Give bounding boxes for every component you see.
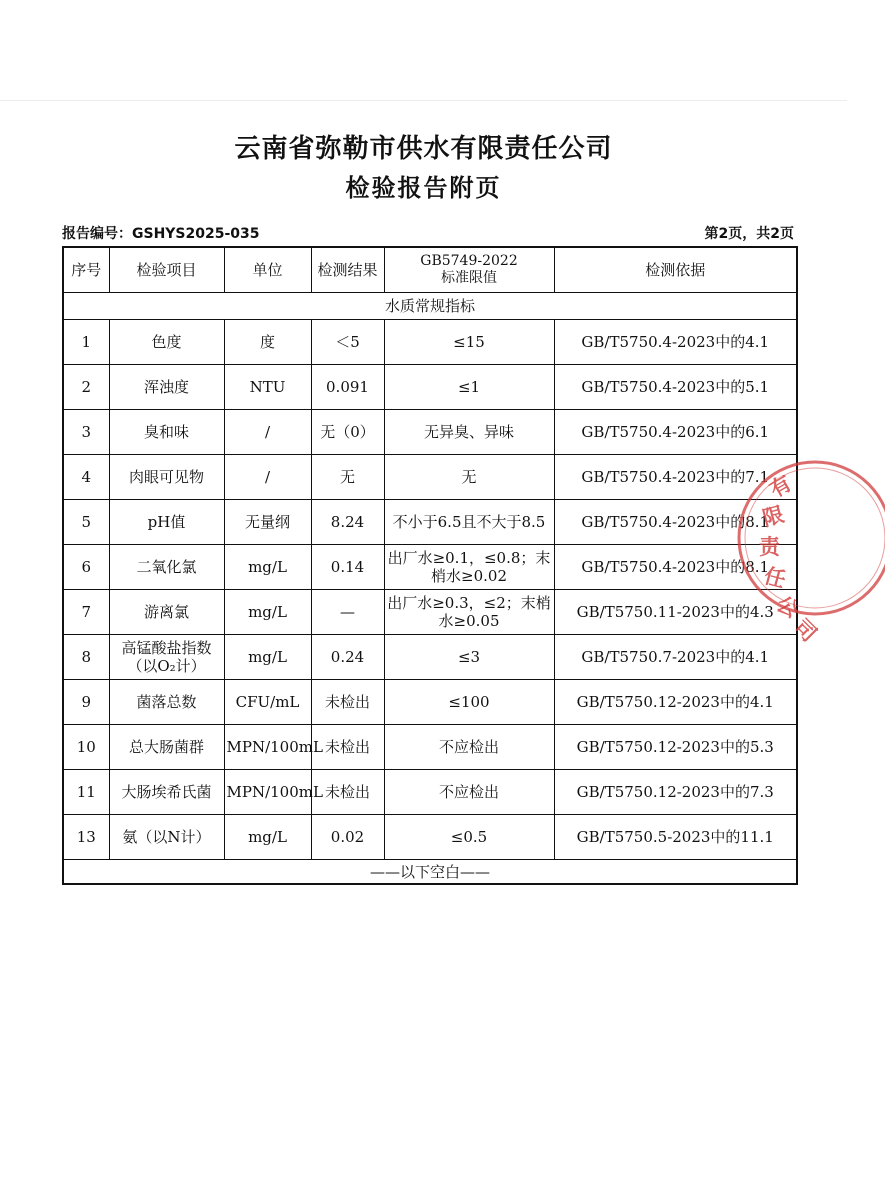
cell-basis: GB/T5750.12-2023中的7.3 [554,770,797,815]
cell-basis: GB/T5750.11-2023中的4.3 [554,590,797,635]
cell-result: 无 [311,455,384,500]
cell-item: 色度 [109,320,224,365]
header-seq: 序号 [63,247,109,293]
header-row [63,247,797,293]
blank-below-note: ——以下空白—— [63,860,797,885]
cell-unit: MPN/100mL [224,770,311,815]
header-result: 检测结果 [311,247,384,293]
cell-result: 无（0） [311,410,384,455]
cell-limit: 无 [384,455,554,500]
cell-no: 11 [63,770,109,815]
scan-edge-line [0,100,847,101]
cell-basis: GB/T5750.4-2023中的7.1 [554,455,797,500]
cell-limit: ≤100 [384,680,554,725]
table-row [63,725,797,770]
cell-unit: 度 [224,320,311,365]
svg-text:司: 司 [789,614,822,647]
cell-basis: GB/T5750.4-2023中的4.1 [554,320,797,365]
section-title: 水质常规指标 [63,293,797,320]
cell-item: 肉眼可见物 [109,455,224,500]
footer-row [63,860,797,885]
cell-unit: / [224,455,311,500]
cell-limit: ≤15 [384,320,554,365]
inspection-table [62,246,798,885]
table-row [63,500,797,545]
report-number [62,223,260,243]
cell-basis: GB/T5750.12-2023中的5.3 [554,725,797,770]
cell-result: 未检出 [311,725,384,770]
cell-result: 0.091 [311,365,384,410]
svg-text:公: 公 [772,591,803,623]
table-row [63,590,797,635]
cell-result: 0.24 [311,635,384,680]
cell-basis: GB/T5750.4-2023中的8.1 [554,545,797,590]
svg-text:限: 限 [760,502,787,531]
cell-item: 大肠埃希氏菌 [109,770,224,815]
table-row [63,545,797,590]
cell-item: 高锰酸盐指数（以O₂计） [109,635,224,680]
header-basis: 检测依据 [554,247,797,293]
cell-result: 未检出 [311,770,384,815]
cell-item: pH值 [109,500,224,545]
cell-basis: GB/T5750.5-2023中的11.1 [554,815,797,860]
cell-no: 13 [63,815,109,860]
cell-limit: 不应检出 [384,770,554,815]
cell-item: 菌落总数 [109,680,224,725]
header-item: 检验项目 [109,247,224,293]
cell-result: 8.24 [311,500,384,545]
cell-no: 5 [63,500,109,545]
cell-no: 2 [63,365,109,410]
cell-unit: mg/L [224,545,311,590]
cell-unit: NTU [224,365,311,410]
cell-no: 7 [63,590,109,635]
table-row [63,365,797,410]
cell-unit: mg/L [224,635,311,680]
cell-item: 臭和味 [109,410,224,455]
cell-basis: GB/T5750.12-2023中的4.1 [554,680,797,725]
table-row [63,680,797,725]
cell-result: 0.02 [311,815,384,860]
cell-limit: ≤3 [384,635,554,680]
company-title: 云南省弥勒市供水有限责任公司 [234,134,613,164]
cell-item: 游离氯 [109,590,224,635]
cell-unit: / [224,410,311,455]
cell-unit: mg/L [224,815,311,860]
cell-basis: GB/T5750.4-2023中的6.1 [554,410,797,455]
table-row [63,815,797,860]
table-row [63,320,797,365]
table-row [63,635,797,680]
cell-unit: 无量纲 [224,500,311,545]
cell-no: 6 [63,545,109,590]
cell-limit: 不应检出 [384,725,554,770]
cell-item: 总大肠菌群 [109,725,224,770]
header-limit-standard: GB5749-2022 [420,253,518,269]
cell-basis: GB/T5750.7-2023中的4.1 [554,635,797,680]
cell-basis: GB/T5750.4-2023中的5.1 [554,365,797,410]
report-number-label: 报告编号： [62,226,132,242]
cell-no: 1 [63,320,109,365]
cell-result: 0.14 [311,545,384,590]
svg-text:责: 责 [759,535,780,559]
table-row [63,455,797,500]
cell-item: 二氧化氯 [109,545,224,590]
cell-limit: 不小于6.5且不大于8.5 [384,500,554,545]
cell-no: 10 [63,725,109,770]
page-info: 第2页，共2页 [704,226,794,242]
cell-result: — [311,590,384,635]
table-row [63,770,797,815]
cell-limit: 出厂水≥0.3，≤2；末梢水≥0.05 [384,590,554,635]
cell-unit: mg/L [224,590,311,635]
cell-unit: MPN/100mL [224,725,311,770]
section-row [63,293,797,320]
cell-no: 4 [63,455,109,500]
cell-no: 9 [63,680,109,725]
report-title: 检验报告附页 [345,174,502,202]
cell-basis: GB/T5750.4-2023中的8.1 [554,500,797,545]
svg-text:任: 任 [761,563,789,593]
cell-no: 8 [63,635,109,680]
cell-limit: ≤0.5 [384,815,554,860]
cell-limit: 出厂水≥0.1，≤0.8；末梢水≥0.02 [384,545,554,590]
svg-text:有: 有 [765,471,796,503]
cell-result: ＜5 [311,320,384,365]
cell-limit: ≤1 [384,365,554,410]
cell-unit: CFU/mL [224,680,311,725]
cell-item: 氨（以N计） [109,815,224,860]
cell-limit: 无异臭、异味 [384,410,554,455]
report-number-value: GSHYS2025-035 [132,226,260,242]
header-unit: 单位 [224,247,311,293]
cell-result: 未检出 [311,680,384,725]
cell-item: 浑浊度 [109,365,224,410]
header-limit [384,247,554,293]
header-limit-label: 标准限值 [441,270,497,286]
cell-no: 3 [63,410,109,455]
table-row [63,410,797,455]
